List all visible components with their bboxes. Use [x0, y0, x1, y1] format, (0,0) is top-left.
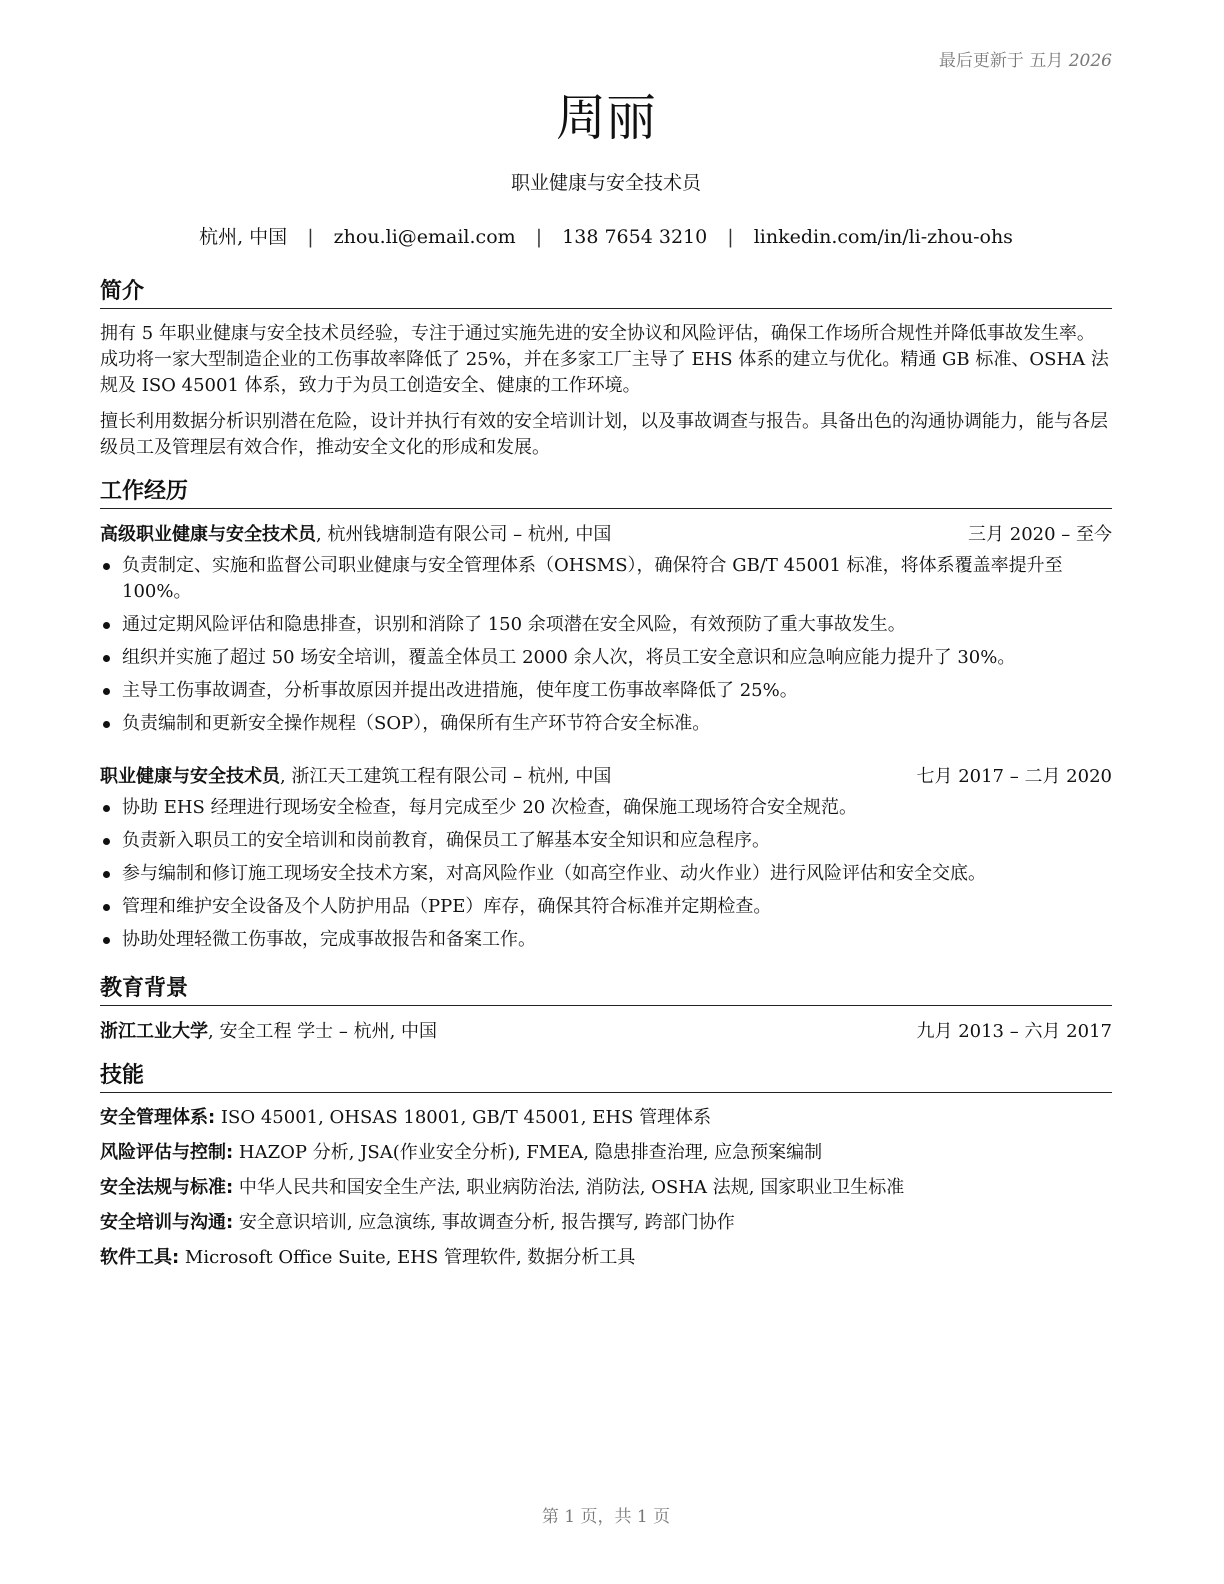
bullet-text: 主导工伤事故调查，分析事故原因并提出改进措施，使年度工伤事故率降低了 25%。: [122, 680, 798, 701]
skill-row: [100, 1175, 1112, 1201]
list-item: [100, 678, 1112, 704]
bullet-icon: [103, 805, 110, 812]
education-date: 九月 2013 – 六月 2017: [916, 1021, 1112, 1042]
job-header: [100, 522, 1112, 548]
contact-line: [100, 224, 1112, 250]
skill-category: 风险评估与控制:: [100, 1142, 234, 1163]
last-updated: [939, 46, 1112, 71]
contact-separator: |: [307, 226, 314, 248]
list-item: [100, 861, 1112, 887]
skill-category: 安全培训与沟通:: [100, 1212, 234, 1233]
list-item: [100, 828, 1112, 854]
list-item: [100, 645, 1112, 671]
bullet-text: 参与编制和修订施工现场安全技术方案，对高风险作业（如高空作业、动火作业）进行风险评估和安全交底。: [122, 863, 986, 884]
job-date: 七月 2017 – 二月 2020: [916, 766, 1112, 787]
last-updated-label: 最后更新于 五月: [938, 51, 1064, 71]
job-organization: , 杭州钱塘制造有限公司 – 杭州, 中国: [316, 524, 612, 545]
list-item: [100, 927, 1112, 953]
bullet-text: 协助处理轻微工伤事故，完成事故报告和备案工作。: [122, 929, 536, 950]
bullet-text: 负责新入职员工的安全培训和岗前教育，确保员工了解基本安全知识和应急程序。: [122, 830, 770, 851]
bullet-icon: [103, 622, 110, 629]
skill-values: ISO 45001, OHSAS 18001, GB/T 45001, EHS 管理体系: [215, 1107, 712, 1128]
skill-row: [100, 1210, 1112, 1236]
contact-phone: 138 7654 3210: [562, 226, 708, 248]
bullet-icon: [103, 937, 110, 944]
job-date: 三月 2020 – 至今: [968, 524, 1112, 545]
list-item: [100, 894, 1112, 920]
skill-row: [100, 1105, 1112, 1131]
last-updated-year: 2026: [1068, 51, 1112, 71]
bullet-text: 通过定期风险评估和隐患排查，识别和消除了 150 余项潜在安全风险，有效预防了重大事故发生。: [122, 614, 906, 635]
school-name: 浙江工业大学: [100, 1021, 208, 1042]
job-bullets: [100, 553, 1112, 744]
summary-paragraph: 拥有 5 年职业健康与安全技术员经验，专注于通过实施先进的安全协议和风险评估，确保工作场所合规性并降低事故发生率。成功将一家大型制造企业的工伤事故率降低了 25%，并在多家工厂主导了 EHS 体系的建立与优化。精通 GB 标准、OSHA 法规及 ISO 45001 体系，致力于为员工创造安全、健康的工作环境。: [100, 323, 1109, 396]
contact-linkedin-link[interactable]: linkedin.com/in/li-zhou-ohs: [753, 226, 1013, 248]
section-title-skills: 技能: [100, 1061, 1112, 1093]
contact-location: 杭州, 中国: [199, 226, 288, 248]
list-item: [100, 553, 1112, 605]
candidate-role: 职业健康与安全技术员: [510, 172, 701, 194]
degree-detail: , 安全工程 学士 – 杭州, 中国: [208, 1021, 438, 1042]
section-title-education: 教育背景: [100, 974, 1112, 1006]
bullet-icon: [103, 838, 110, 845]
bullet-text: 组织并实施了超过 50 场安全培训，覆盖全体员工 2000 余人次，将员工安全意识和应急响应能力提升了 30%。: [122, 647, 1016, 668]
job-title: 职业健康与安全技术员: [100, 766, 280, 787]
bullet-text: 协助 EHS 经理进行现场安全检查，每月完成至少 20 次检查，确保施工现场符合安全规范。: [122, 797, 857, 818]
candidate-name: 周丽: [556, 89, 656, 147]
bullet-text: 负责制定、实施和监督公司职业健康与安全管理体系（OHSMS），确保符合 GB/T 45001 标准，将体系覆盖率提升至 100%。: [122, 555, 1063, 602]
contact-email-link[interactable]: zhou.li@email.com: [333, 226, 516, 248]
page-footer: 第 1 页，共 1 页: [541, 1507, 671, 1527]
job-organization: , 浙江天工建筑工程有限公司 – 杭州, 中国: [280, 766, 612, 787]
skill-category: 安全管理体系:: [100, 1107, 216, 1128]
skill-values: HAZOP 分析, JSA(作业安全分析), FMEA, 隐患排查治理, 应急预案编制: [233, 1142, 823, 1163]
contact-separator: |: [535, 226, 543, 248]
bullet-icon: [103, 871, 110, 878]
skill-values: 中华人民共和国安全生产法, 职业病防治法, 消防法, OSHA 法规, 国家职业卫生标准: [233, 1177, 905, 1198]
section-title-experience: 工作经历: [100, 477, 1112, 509]
skill-category: 软件工具:: [100, 1247, 180, 1268]
list-item: [100, 612, 1112, 638]
job-bullets: [100, 795, 1112, 960]
list-item: [100, 795, 1112, 821]
bullet-icon: [103, 655, 110, 662]
skill-values: Microsoft Office Suite, EHS 管理软件, 数据分析工具: [179, 1247, 636, 1268]
section-title-summary: 简介: [100, 277, 1112, 309]
skill-values: 安全意识培训, 应急演练, 事故调查分析, 报告撰写, 跨部门协作: [233, 1212, 735, 1233]
bullet-icon: [103, 563, 110, 570]
bullet-text: 负责编制和更新安全操作规程（SOP），确保所有生产环节符合安全标准。: [122, 713, 711, 734]
contact-separator: |: [727, 226, 734, 248]
bullet-icon: [103, 721, 110, 728]
skill-category: 安全法规与标准:: [100, 1177, 234, 1198]
list-item: [100, 711, 1112, 737]
skill-row: [100, 1245, 1112, 1271]
summary-paragraph: 擅长利用数据分析识别潜在危险，设计并执行有效的安全培训计划，以及事故调查与报告。具备出色的沟通协调能力，能与各层级员工及管理层有效合作，推动安全文化的形成和发展。: [100, 411, 1108, 458]
education-entry: [100, 1019, 1112, 1045]
job-header: [100, 764, 1112, 790]
bullet-icon: [103, 688, 110, 695]
skill-row: [100, 1140, 1112, 1166]
bullet-icon: [103, 904, 110, 911]
bullet-text: 管理和维护安全设备及个人防护用品（PPE）库存，确保其符合标准并定期检查。: [122, 896, 772, 917]
job-title: 高级职业健康与安全技术员: [100, 524, 316, 545]
resume-page: [100, 0, 1112, 1584]
